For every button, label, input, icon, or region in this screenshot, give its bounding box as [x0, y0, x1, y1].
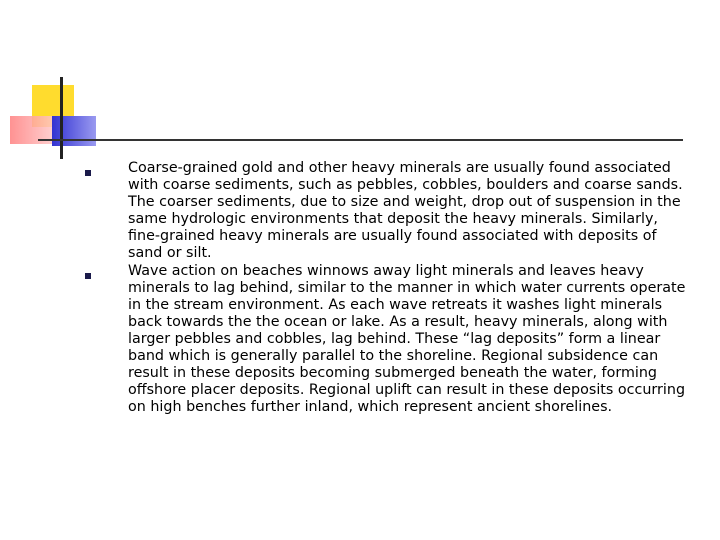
list-item: [82, 160, 720, 263]
bullet-list: [82, 160, 720, 416]
bullet-text: Coarse-grained gold and other heavy minerals are usually found associated with coarse sediments, such as pebbles, cobbles, boulders and coarse sands. The coarser sediments, due to size and weight, drop out of suspension in the same hydrologic environments that deposit the heavy minerals. Similarly, fine-grained heavy minerals are usually found associated with deposits of sand or silt.: [128, 160, 683, 262]
square-bullet-icon: [85, 273, 91, 279]
list-item: [82, 263, 720, 417]
horizontal-rule: [38, 139, 683, 141]
vertical-rule: [60, 77, 63, 159]
blue-gradient-decoration: [52, 116, 96, 146]
square-bullet-icon: [85, 170, 91, 176]
bullet-text: Wave action on beaches winnows away light minerals and leaves heavy minerals to lag behind, similar to the manner in which water currents operate in the stream environment. As each wave retreats it washes light minerals back towards the the ocean or lake. As a result, heavy minerals, along with larger pebbles and cobbles, lag behind. These “lag deposits” form a linear band which is generally parallel to the shoreline. Regional subsidence can result in these deposits becoming submerged beneath the water, forming offshore placer deposits. Regional uplift can result in these deposits occurring on high benches further inland, which represent ancient shorelines.: [128, 262, 686, 416]
